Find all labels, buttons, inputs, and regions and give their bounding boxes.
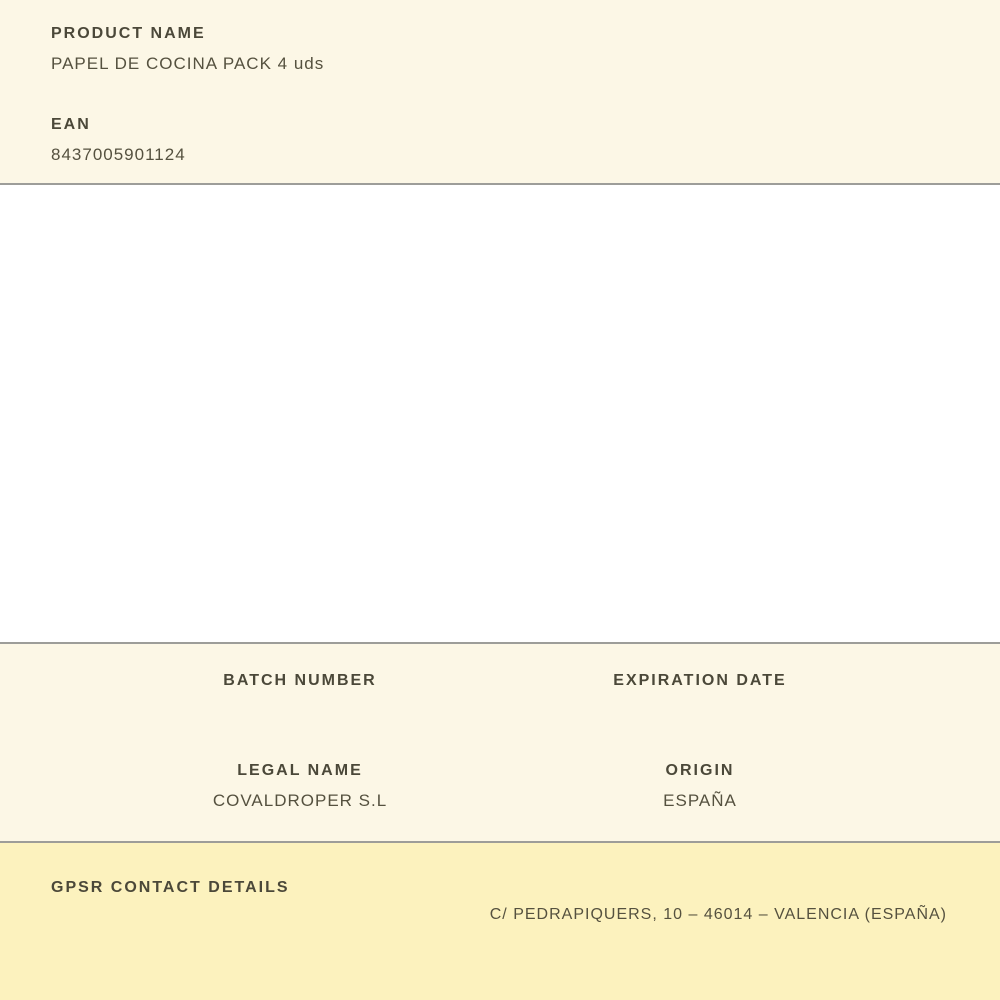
ean-field [51,114,949,165]
gpsr-section [0,843,1000,1000]
origin-label: ORIGIN [665,762,735,779]
ean-label: EAN [51,116,91,133]
product-name-value: PAPEL DE COCINA PACK 4 uds [51,54,325,73]
origin-cell [500,760,900,811]
details-section [0,644,1000,843]
legal-name-cell [100,760,500,811]
product-name-field [51,23,949,74]
ean-value: 8437005901124 [51,145,186,164]
details-grid [100,670,900,811]
expiration-date-label: EXPIRATION DATE [613,672,787,689]
product-section [0,0,1000,185]
batch-number-cell [100,670,500,721]
blank-content-area [0,185,1000,644]
gpsr-address: C/ PEDRAPIQUERS, 10 – 46014 – VALENCIA (ESPAÑA) [489,906,947,923]
legal-name-label: LEGAL NAME [237,762,363,779]
product-name-label: PRODUCT NAME [51,25,206,42]
gpsr-title: GPSR CONTACT DETAILS [51,879,290,896]
legal-name-value: COVALDROPER S.L [212,791,388,810]
origin-value: ESPAÑA [663,791,737,810]
expiration-date-cell [500,670,900,721]
batch-number-label: BATCH NUMBER [223,672,377,689]
